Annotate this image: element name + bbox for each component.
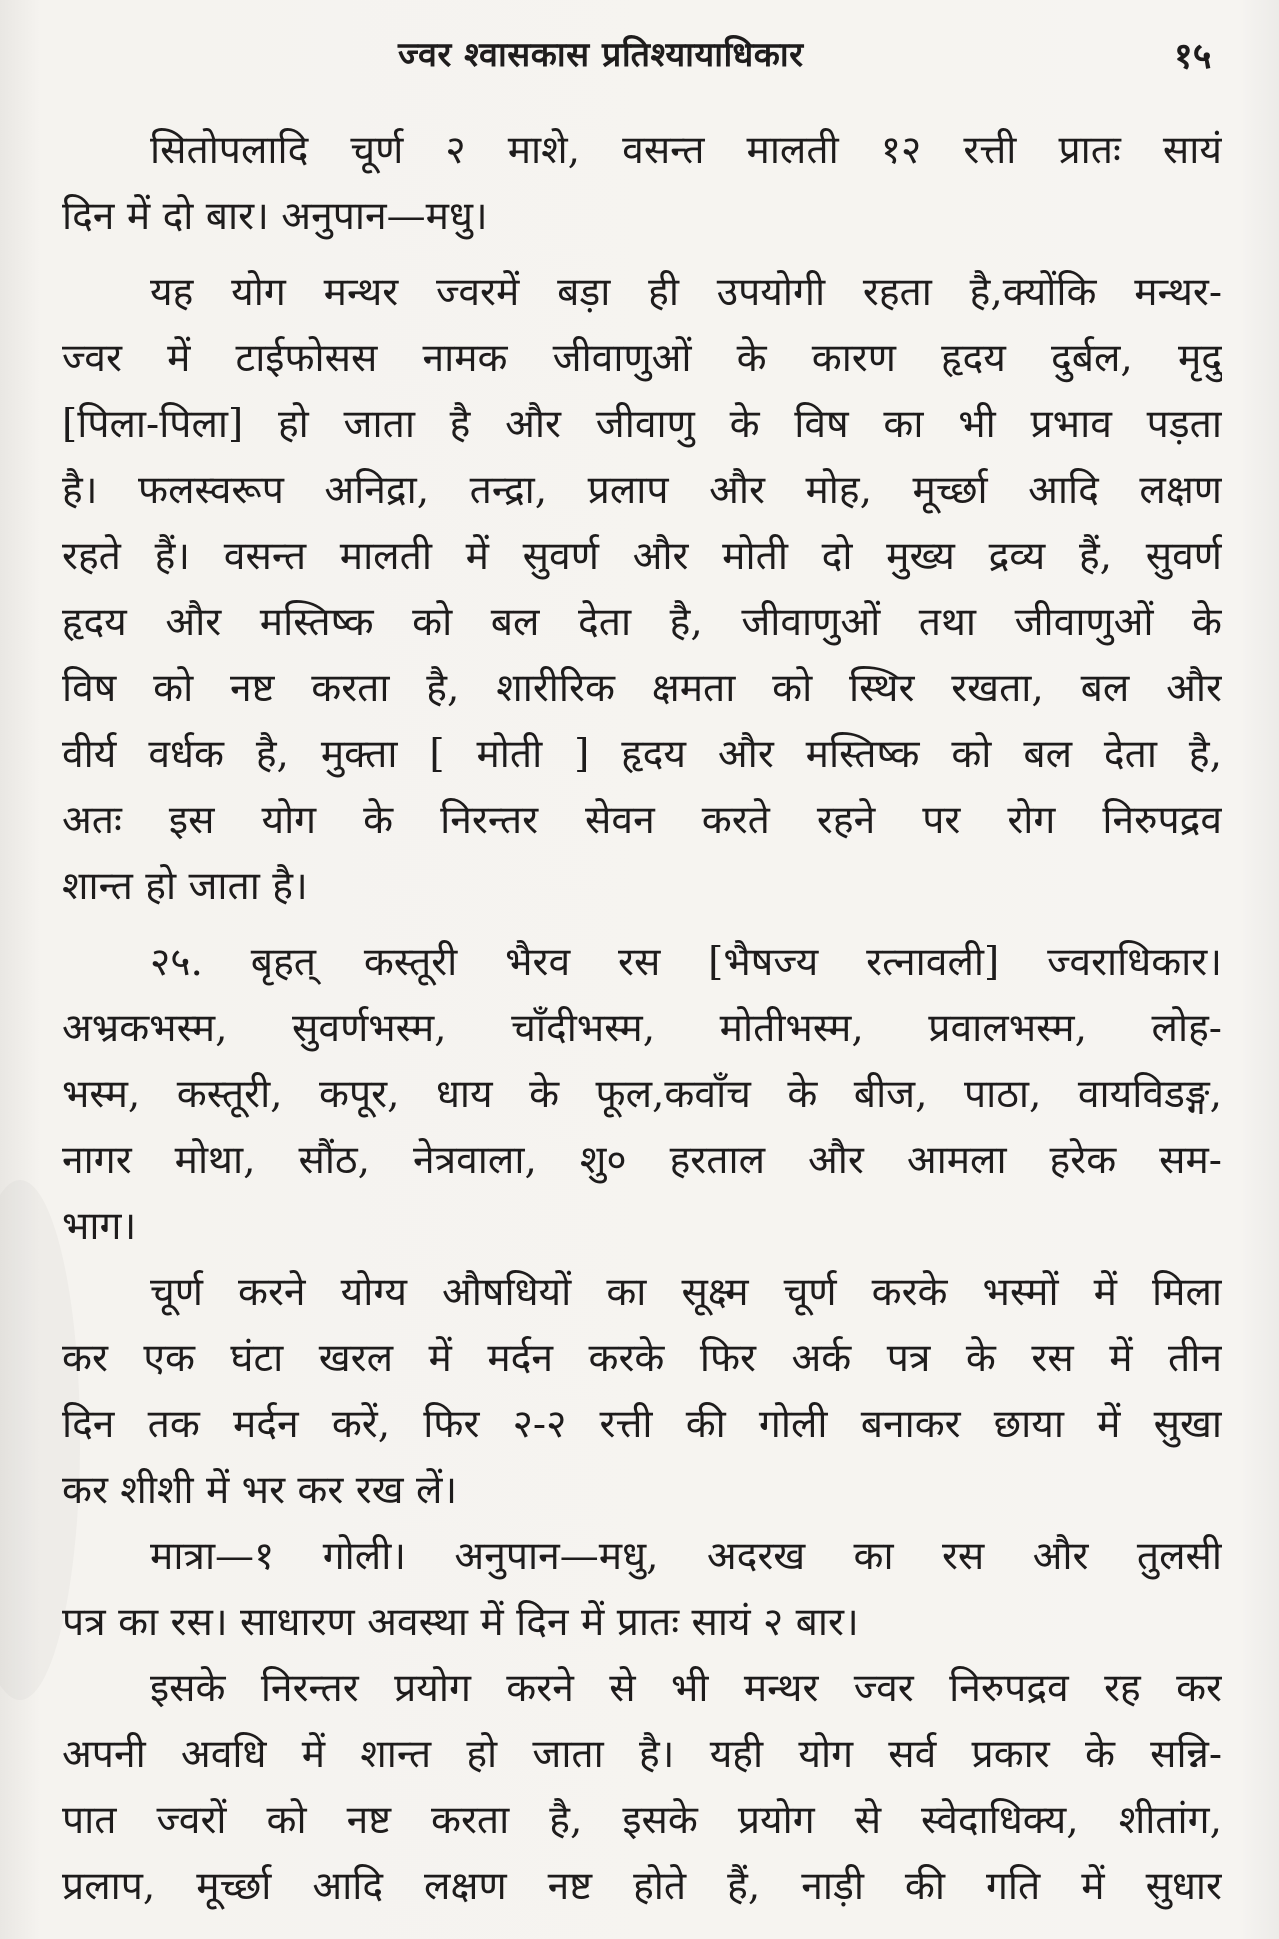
text-line: हृदय और मस्तिष्क को बल देता है, जीवाणुओं तथा जीवाणुओं के bbox=[62, 600, 1222, 645]
paragraph bbox=[62, 930, 1222, 1260]
text-line: अभ्रकभस्म, सुवर्णभस्म, चाँदीभस्म, मोतीभस्म, प्रवालभस्म, लोह- bbox=[62, 1006, 1222, 1051]
text-line: शान्त हो जाता है। bbox=[62, 864, 308, 909]
text-line: कर एक घंटा खरल में मर्दन करके फिर अर्क पत्र के रस में तीन bbox=[62, 1336, 1222, 1381]
text-line: भस्म, कस्तूरी, कपूर, धाय के फूल,कवाँच के बीज, पाठा, वायविडङ्ग, bbox=[62, 1072, 1222, 1117]
text-line: दिन तक मर्दन करें, फिर २-२ रत्ती की गोली बनाकर छाया में सुखा bbox=[62, 1402, 1222, 1447]
text-line: चूर्ण करने योग्य औषधियों का सूक्ष्म चूर्ण करके भस्मों में मिला bbox=[150, 1270, 1222, 1315]
text-line: पत्र का रस। साधारण अवस्था में दिन में प्रातः सायं २ बार। bbox=[62, 1600, 859, 1645]
text-line: [पिला-पिला] हो जाता है और जीवाणु के विष का भी प्रभाव पड़ता bbox=[62, 402, 1222, 447]
text-line: अपनी अवधि में शान्त हो जाता है। यही योग सर्व प्रकार के सन्नि- bbox=[62, 1732, 1222, 1777]
text-line: सितोपलादि चूर्ण २ माशे, वसन्त मालती १२ रत्ती प्रातः सायं bbox=[150, 128, 1222, 173]
text-line: भाग। bbox=[62, 1204, 137, 1249]
text-line: कर शीशी में भर कर रख लें। bbox=[62, 1468, 458, 1513]
text-line: दिन में दो बार। अनुपान—मधु। bbox=[62, 194, 488, 239]
paragraph bbox=[62, 260, 1222, 920]
text-line: वीर्य वर्धक है, मुक्ता [ मोती ] हृदय और मस्तिष्क को बल देता है, bbox=[62, 732, 1222, 777]
text-line: है। फलस्वरूप अनिद्रा, तन्द्रा, प्रलाप और मोह, मूर्च्छा आदि लक्षण bbox=[62, 468, 1222, 513]
text-line: विष को नष्ट करता है, शारीरिक क्षमता को स्थिर रखता, बल और bbox=[62, 666, 1222, 711]
text-line: रहते हैं। वसन्त मालती में सुवर्ण और मोती दो मुख्य द्रव्य हैं, सुवर्ण bbox=[62, 534, 1222, 579]
text-line: प्रलाप, मूर्च्छा आदि लक्षण नष्ट होते हैं, नाड़ी की गति में सुधार bbox=[62, 1864, 1222, 1909]
page-number: १५ bbox=[1174, 35, 1212, 77]
text-line: इसके निरन्तर प्रयोग करने से भी मन्थर ज्वर निरुपद्रव रह कर bbox=[150, 1666, 1222, 1711]
chapter-title: ज्वर श्वासकास प्रतिश्यायाधिकार bbox=[398, 35, 804, 75]
body-text bbox=[62, 118, 1222, 1920]
paragraph bbox=[62, 1656, 1222, 1920]
text-line: मात्रा—१ गोली। अनुपान—मधु, अदरख का रस और तुलसी bbox=[150, 1534, 1222, 1579]
running-header bbox=[0, 30, 1279, 90]
text-line: यह योग मन्थर ज्वरमें बड़ा ही उपयोगी रहता है,क्योंकि मन्थर- bbox=[150, 270, 1222, 315]
text-line: अतः इस योग के निरन्तर सेवन करते रहने पर रोग निरुपद्रव bbox=[62, 798, 1222, 843]
paragraph bbox=[62, 1524, 1222, 1656]
section-heading-line: २५. बृहत् कस्तूरी भैरव रस [भैषज्य रत्नावली] ज्वराधिकार। bbox=[150, 940, 1222, 985]
text-line: नागर मोथा, सौंठ, नेत्रवाला, शु० हरताल और आमला हरेक सम- bbox=[62, 1138, 1222, 1183]
text-line: ज्वर में टाईफोसस नामक जीवाणुओं के कारण हृदय दुर्बल, मृदु bbox=[62, 336, 1222, 381]
paragraph bbox=[62, 118, 1222, 250]
paragraph bbox=[62, 1260, 1222, 1524]
text-line: पात ज्वरों को नष्ट करता है, इसके प्रयोग से स्वेदाधिक्य, शीतांग, bbox=[62, 1798, 1222, 1843]
